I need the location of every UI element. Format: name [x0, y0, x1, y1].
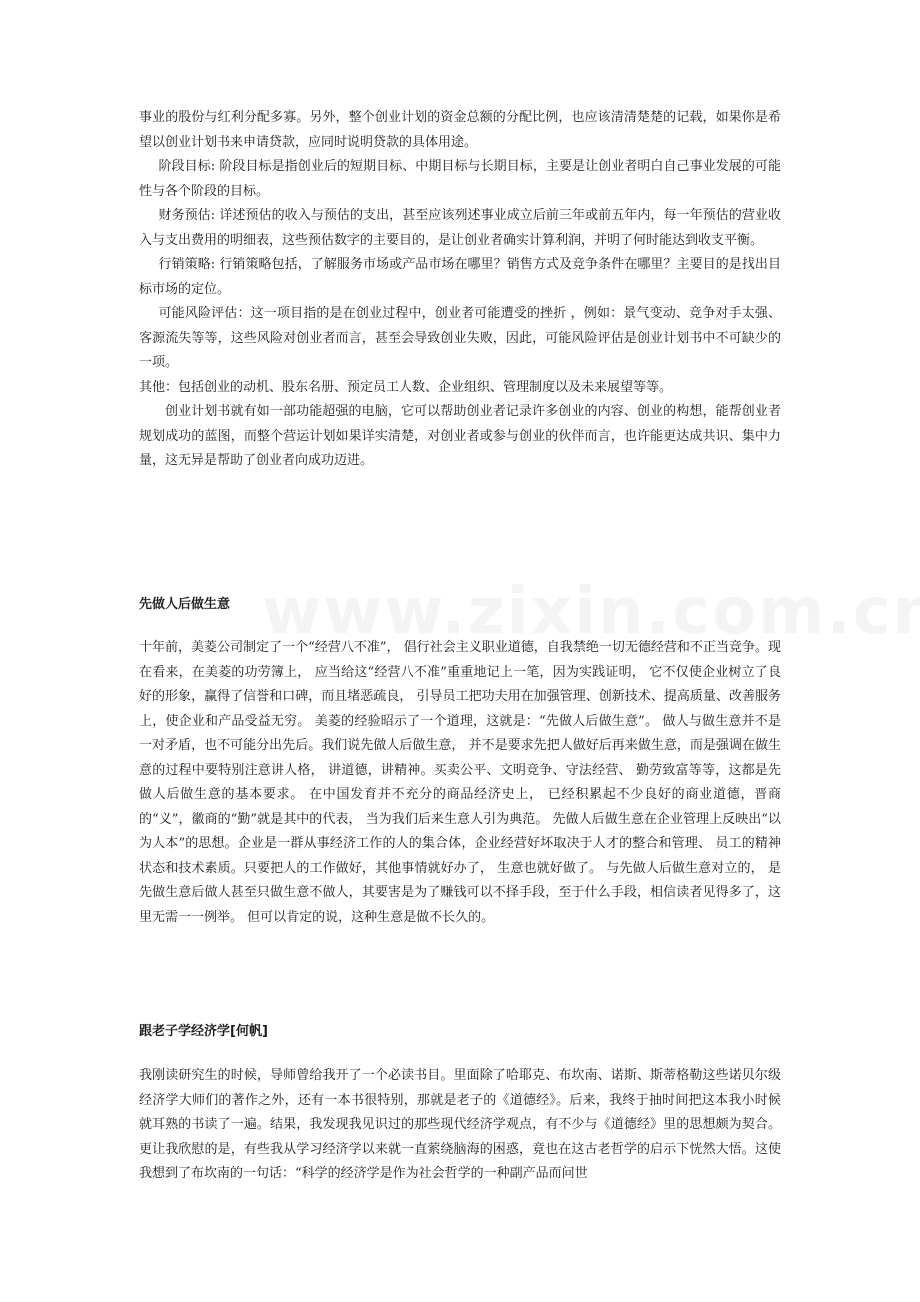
- section-heading-people-first: 先做人后做生意: [139, 597, 231, 612]
- section-business-plan: [139, 106, 781, 474]
- section-body-people-first: 十年前，美菱公司制定了一个“经营八不准”， 倡行社会主义职业道德，自我禁绝一切无德经营和不正当竞争。现在看来，在美菱的功劳簿上， 应当给这“经营八不准”重重地记上一笔，因为实践证明， 它不仅使企业树立了良好的形象，赢得了信誉和口碑，而且堵恶疏良， 引导员工把功夫用在加强管理、创新技术、提高质量、改善服务上，使企业和产品受益无穷。 美菱的经验昭示了一个道理，这就是：“先做人后做生意”。 做人与做生意并不是一对矛盾，也不可能分出先后。我们说先做人后做生意， 并不是要求先把人做好后再来做生意，而是强调在做生意的过程中要特别注意讲人格， 讲道德，讲精神。买卖公平、文明竞争、守法经营、 勤劳致富等等，这都是先做人后做生意的基本要求。 在中国发育并不充分的商品经济史上， 已经积累起不少良好的商业道德，晋商的“义”，徽商的“勤”就是其中的代表， 当为我们后来生意人引为典范。 先做人后做生意在企业管理上反映出“以为人本”的思想。企业是一群从事经济工作的人的集合体，企业经营好坏取决于人才的整合和管理、 员工的精神状态和技术素质。只要把人的工作做好，其他事情就好办了， 生意也就好做了。 与先做人后做生意对立的， 是先做生意后做人甚至只做生意不做人，其要害是为了赚钱可以不择手段，至于什么手段，相信读者见得多了，这里无需一一例举。 但可以肯定的说，这种生意是做不长久的。: [139, 640, 781, 925]
- section-body-laozi-economics: 我刚读研究生的时候，导师曾给我开了一个必读书目。里面除了哈耶克、布坎南、诺斯、斯蒂格勒这些诺贝尔级经济学大师们的著作之外，还有一本书很特别，那就是老子的《道德经》。后来，我终于抽时间把这本我小时候就耳熟的书读了一遍。结果，我发现我见识过的那些现代经济学观点，有不少与《道德经》里的思想颇为契合。更让我欣慰的是，有些我从学习经济学以来就一直萦绕脑海的困惑，竟也在这古老哲学的启示下恍然大悟。这使我想到了布坎南的一句话：“科学的经济学是作为社会哲学的一种副产品而问世: [139, 1068, 781, 1181]
- paragraph-equity: 事业的股份与红利分配多寡。另外，整个创业计划的资金总额的分配比例，也应该清清楚楚的记载，如果你是希望以创业计划书来申请贷款，应同时说明贷款的具体用途。: [139, 110, 781, 150]
- paragraph-other: 其他：包括创业的动机、股东名册、预定员工人数、企业组织、管理制度以及未来展望等等。: [139, 379, 673, 395]
- paragraph-risk-assessment: 可能风险评估：这一项目指的是在创业过程中，创业者可能遭受的挫折 ，例如：景气变动、竞争对手太强、客源流失等等，这些风险对创业者而言，甚至会导致创业失败，因此，可能风险评估是创业计划书中不可缺少的一项。: [139, 306, 781, 370]
- paragraph-marketing-strategy: 行销策略: 行销策略包括，了解服务市场或产品市场在哪里？销售方式及竞争条件在哪里？主要目的是找出目标市场的定位。: [139, 257, 781, 297]
- document-page: [139, 106, 781, 1181]
- paragraph-stage-goals: 阶段目标: 阶段目标是指创业后的短期目标、中期目标与长期目标，主要是让创业者明白自己事业发展的可能性与各个阶段的目标。: [139, 159, 781, 199]
- paragraph-financial-forecast: 财务预估: 详述预估的收入与预估的支出，甚至应该列述事业成立后前三年或前五年内，每一年预估的营业收入与支出费用的明细表，这些预估数字的主要目的，是让创业者确实计算利润，并明了何时能达到收支平衡。: [139, 208, 781, 248]
- paragraph-conclusion: 创业计划书就有如一部功能超强的电脑，它可以帮助创业者记录许多创业的内容、创业的构想，能帮创业者规划成功的蓝图，而整个营运计划如果详实清楚，对创业者或参与创业的伙伴而言，也许能更达成共识、集中力量，这无异是帮助了创业者向成功迈进。: [139, 404, 781, 468]
- section-heading-laozi-economics: 跟老子学经济学[何帆]: [139, 1024, 268, 1039]
